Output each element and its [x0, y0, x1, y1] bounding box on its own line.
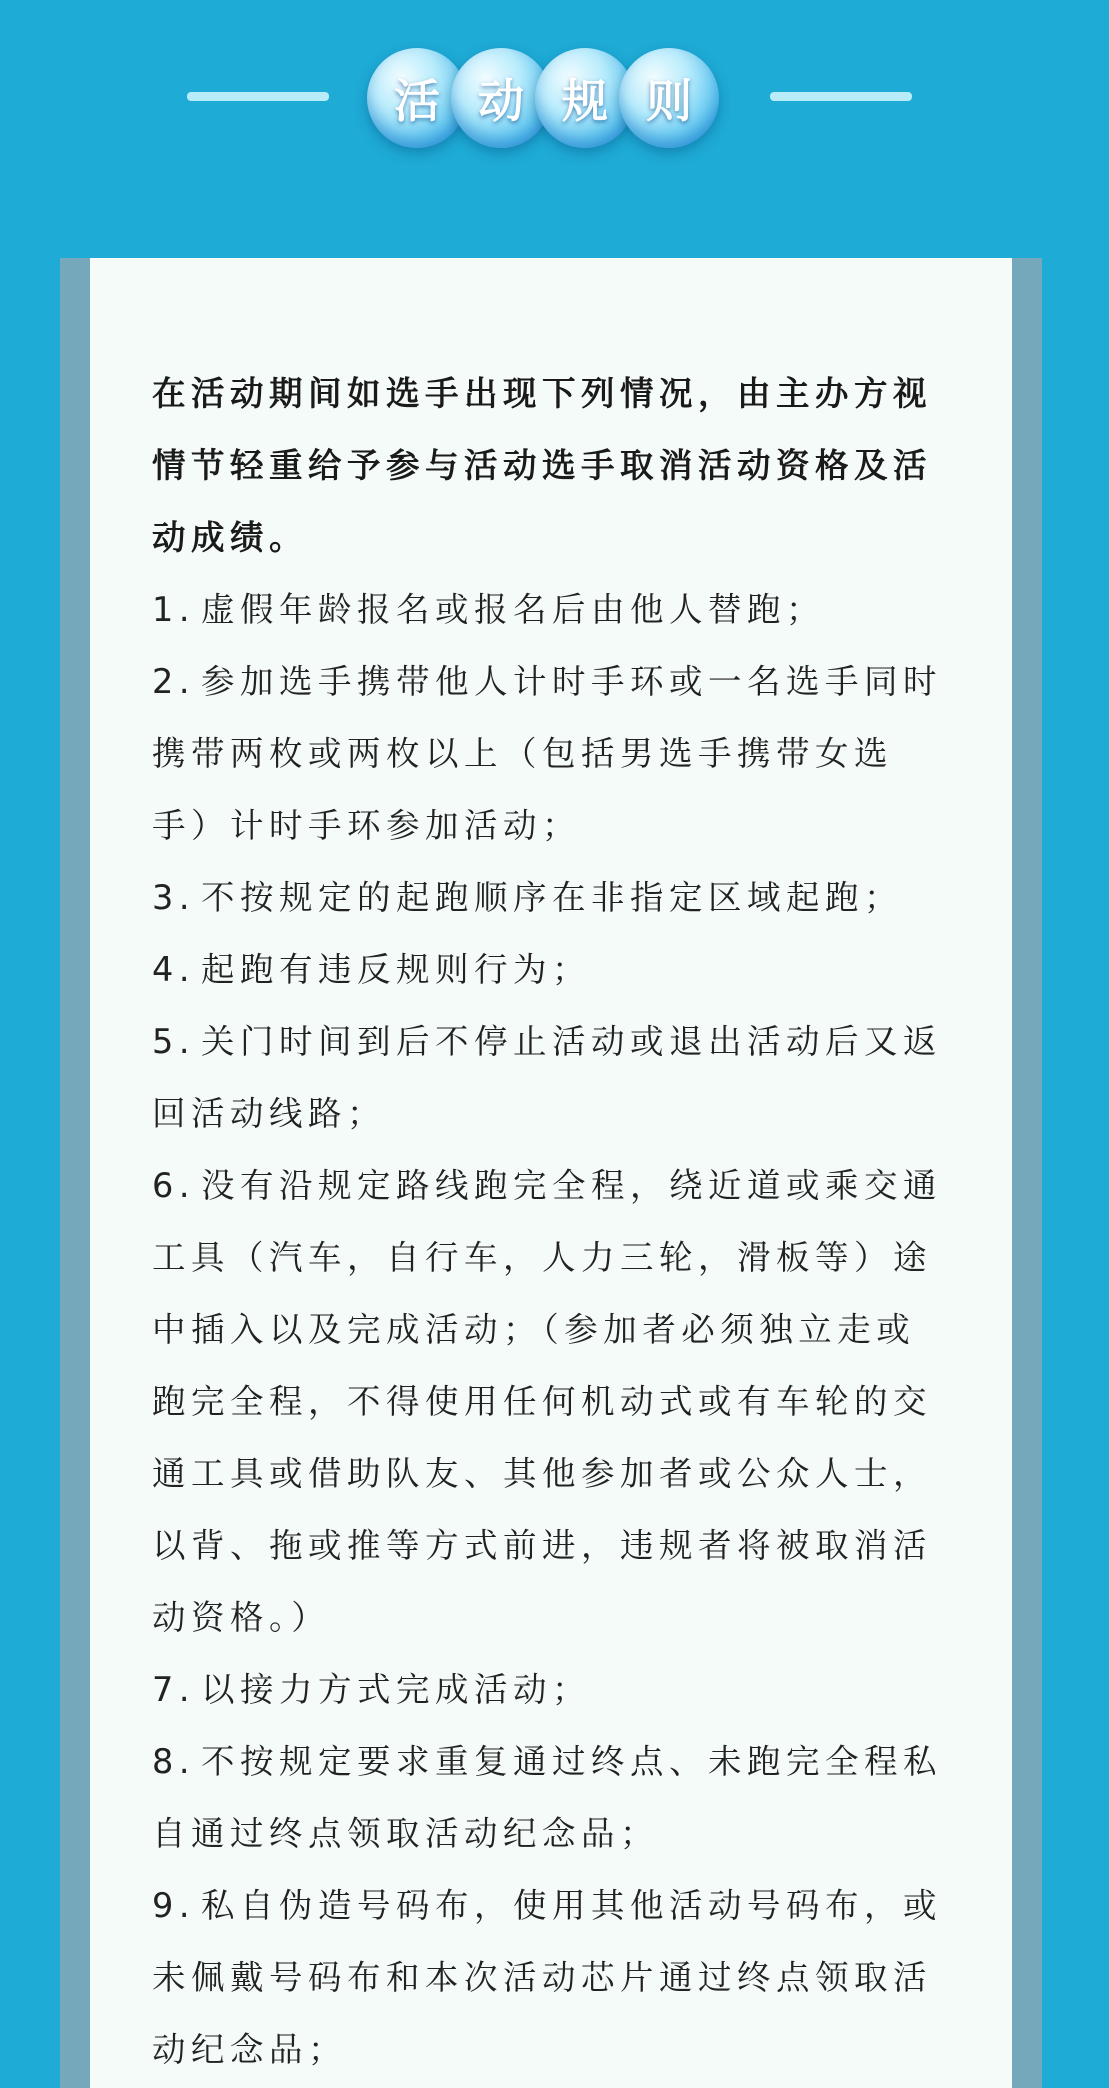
rule-item [152, 1870, 954, 2086]
rule-text: 不按规定的起跑顺序在非指定区域起跑； [200, 878, 903, 917]
rule-number: 2. [152, 662, 195, 701]
title-bubble: 则 [619, 48, 719, 148]
rule-text: 不按规定要求重复通过终点、未跑完全程私自通过终点领取活动纪念品； [152, 1742, 942, 1853]
rules-content [152, 358, 954, 2086]
rule-number: 8. [152, 1742, 195, 1781]
rule-text: 参加选手携带他人计时手环或一名选手同时携带两枚或两枚以上（包括男选手携带女选手）计时手环参加活动； [152, 662, 942, 845]
rule-item [152, 574, 954, 646]
rule-text: 起跑有违反规则行为； [200, 950, 591, 989]
rule-item [152, 1726, 954, 1870]
rule-text: 虚假年龄报名或报名后由他人替跑； [200, 590, 825, 629]
rule-text: 以接力方式完成活动； [200, 1670, 591, 1709]
rule-item [152, 1654, 954, 1726]
rule-number: 1. [152, 590, 195, 629]
rule-item [152, 934, 954, 1006]
rule-text: 私自伪造号码布，使用其他活动号码布，或未佩戴号码布和本次活动芯片通过终点领取活动纪念品； [152, 1886, 942, 2069]
rule-text: 关门时间到后不停止活动或退出活动后又返回活动线路； [152, 1022, 942, 1133]
title-bubble: 规 [535, 48, 635, 148]
page-title [367, 48, 727, 158]
rule-number: 9. [152, 1886, 195, 1925]
rule-item [152, 646, 954, 862]
intro-paragraph: 在活动期间如选手出现下列情况，由主办方视情节轻重给予参与活动选手取消活动资格及活动成绩。 [152, 374, 932, 557]
title-bubble: 活 [367, 48, 467, 148]
rule-number: 5. [152, 1022, 195, 1061]
rule-number: 4. [152, 950, 195, 989]
rule-number: 7. [152, 1670, 195, 1709]
rule-number: 6. [152, 1166, 195, 1205]
rule-item [152, 1006, 954, 1150]
header-decor-line-left [187, 92, 329, 101]
rule-number: 3. [152, 878, 195, 917]
header [0, 0, 1109, 200]
header-decor-line-right [770, 92, 912, 101]
rule-item [152, 1150, 954, 1654]
rules-card [90, 258, 1012, 2088]
rule-item [152, 862, 954, 934]
title-bubble: 动 [451, 48, 551, 148]
rule-text: 没有沿规定路线跑完全程，绕近道或乘交通工具（汽车，自行车，人力三轮，滑板等）途中插入以及完成活动；（参加者必须独立走或跑完全程，不得使用任何机动式或有车轮的交通工具或借助队友、其他参加者或公众人士，以背、拖或推等方式前进，违规者将被取消活动资格。） [152, 1166, 942, 1637]
